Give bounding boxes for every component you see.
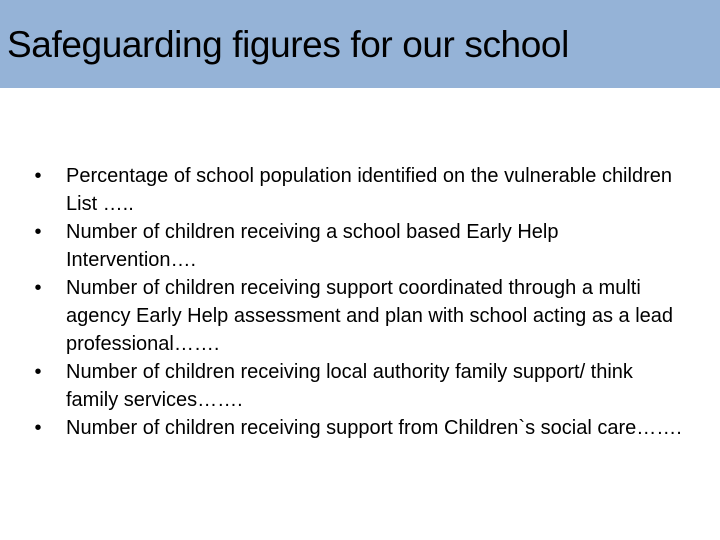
bullet-icon: • <box>34 361 42 383</box>
bullet-text: Number of children receiving support from Children`s social care……. <box>66 417 682 439</box>
bullet-icon: • <box>34 277 42 299</box>
title-bar <box>0 0 720 88</box>
slide-title: Safeguarding figures for our school <box>7 24 569 65</box>
bullet-text: Number of children receiving support coordinated through a multi agency Early Help assessment and plan with school acting as a lead professional……. <box>66 277 674 355</box>
bullet-text: Percentage of school population identified on the vulnerable children List ….. <box>66 165 672 215</box>
bullet-text: Number of children receiving local authority family support/ think family services……. <box>66 361 633 411</box>
bullet-item-multi-agency-support <box>28 274 688 358</box>
bullet-list <box>28 162 688 442</box>
bullet-item-family-support <box>28 358 688 414</box>
bullet-text: Number of children receiving a school based Early Help Intervention…. <box>66 221 559 271</box>
bullet-item-social-care <box>28 414 688 442</box>
bullet-icon: • <box>34 165 42 187</box>
bullet-icon: • <box>34 221 42 243</box>
bullet-icon: • <box>34 417 42 439</box>
bullet-item-vulnerable-percentage <box>28 162 688 218</box>
bullet-item-early-help-intervention <box>28 218 688 274</box>
